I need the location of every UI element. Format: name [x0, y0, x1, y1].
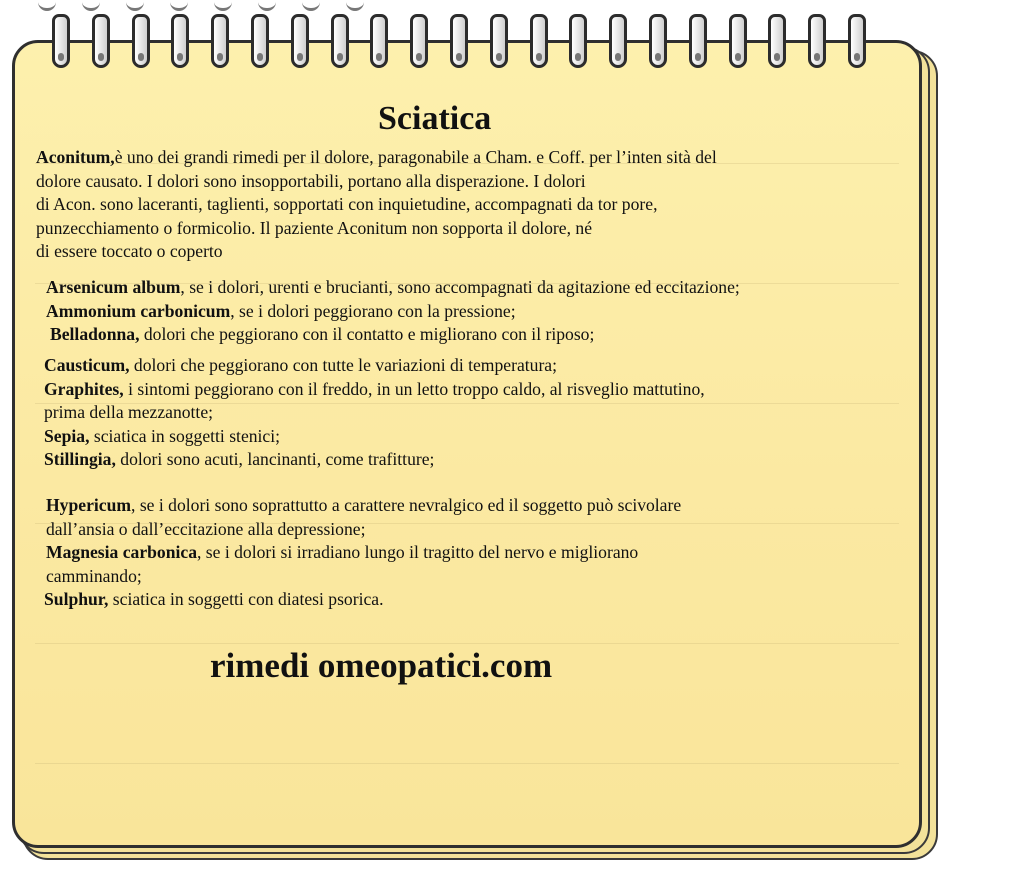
- remedy-item: Sepia, sciatica in soggetti stenici;: [44, 425, 281, 446]
- spiral-ring: [808, 14, 826, 68]
- spiral-binding: [52, 14, 872, 72]
- page-top-ring-edge: [82, 0, 100, 11]
- spiral-ring: [450, 14, 468, 68]
- spiral-ring: [410, 14, 428, 68]
- intro-line: di Acon. sono laceranti, taglienti, sopportati con inquietudine, accompagnati da tor pore,: [36, 194, 658, 214]
- site-footer-text: rimedi omeopatici.com: [210, 646, 553, 685]
- intro-line: dolore causato. I dolori sono insopportabili, portano alla disperazione. I dolori: [36, 170, 586, 191]
- spiral-ring: [490, 14, 508, 68]
- spiral-ring: [848, 14, 866, 68]
- remedy-item: Ammonium carbonicum, se i dolori peggiorano con la pressione;: [46, 300, 516, 321]
- spiral-ring: [171, 14, 189, 68]
- spiral-ring: [768, 14, 786, 68]
- page-top-ring-edge: [302, 0, 320, 11]
- spiral-ring: [689, 14, 707, 68]
- remedy-item: Graphites, i sintomi peggiorano con il freddo, in un letto troppo caldo, al risveglio mattutino,: [44, 378, 705, 399]
- spiral-ring: [132, 14, 150, 68]
- remedy-group-1: [46, 276, 740, 347]
- remedy-item: prima della mezzanotte;: [44, 402, 214, 422]
- spiral-ring: [530, 14, 548, 68]
- spiral-ring: [92, 14, 110, 68]
- spiral-ring: [52, 14, 70, 68]
- remedy-item: dall’ansia o dall’eccitazione alla depressione;: [46, 518, 366, 539]
- intro-paragraph: [36, 146, 717, 264]
- remedy-group-3: [46, 494, 681, 612]
- remedy-item: Stillingia, dolori sono acuti, lancinanti, come trafitture;: [44, 449, 435, 469]
- remedy-item: Arsenicum album, se i dolori, urenti e brucianti, sono accompagnati da agitazione ed eccitazione;: [46, 277, 740, 297]
- spiral-ring: [211, 14, 229, 68]
- page-top-ring-edge: [170, 0, 188, 11]
- spiral-ring: [291, 14, 309, 68]
- page-top-ring-edge: [126, 0, 144, 11]
- spiral-ring: [729, 14, 747, 68]
- intro-line: punzecchiamento o formicolio. Il paziente Aconitum non sopporta il dolore, né: [36, 217, 592, 238]
- page-title: Sciatica: [378, 100, 492, 137]
- page-top-ring-edge: [346, 0, 364, 11]
- remedy-item: Causticum, dolori che peggiorano con tutte le variazioni di temperatura;: [44, 355, 557, 375]
- spiral-ring: [370, 14, 388, 68]
- page-top-ring-edge: [214, 0, 232, 11]
- spiral-ring: [569, 14, 587, 68]
- intro-line: di essere toccato o coperto: [36, 241, 223, 261]
- spiral-ring: [331, 14, 349, 68]
- remedy-item: Belladonna, dolori che peggiorano con il contatto e migliorano con il riposo;: [50, 324, 595, 344]
- spiral-ring: [251, 14, 269, 68]
- page-top-ring-edge: [258, 0, 276, 11]
- spiral-ring: [649, 14, 667, 68]
- intro-line: Aconitum,è uno dei grandi rimedi per il dolore, paragonabile a Cham. e Coff. per l’inten sità del: [36, 147, 717, 167]
- remedy-item: Magnesia carbonica, se i dolori si irradiano lungo il tragitto del nervo e migliorano: [46, 542, 639, 562]
- page-top-ring-edge: [38, 0, 56, 11]
- remedy-item: camminando;: [46, 565, 142, 586]
- remedy-item: Hypericum, se i dolori sono soprattutto a carattere nevralgico ed il soggetto può scivolare: [46, 495, 682, 515]
- remedy-group-2: [44, 354, 705, 472]
- remedy-item: Sulphur, sciatica in soggetti con diatesi psorica.: [44, 589, 384, 609]
- spiral-ring: [609, 14, 627, 68]
